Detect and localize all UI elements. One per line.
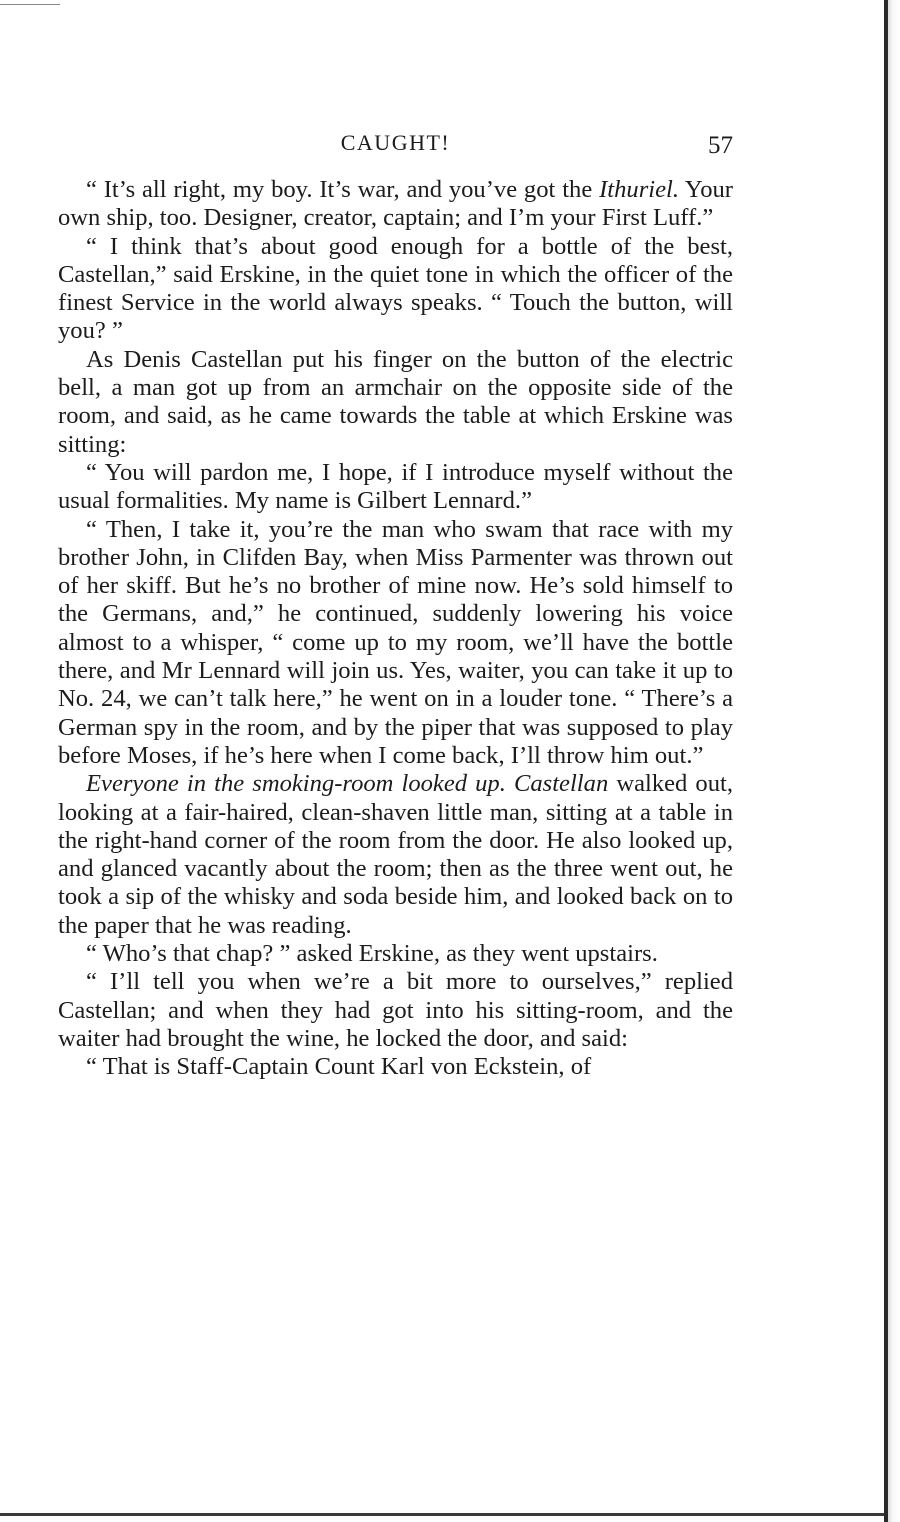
paragraph xyxy=(58,940,733,968)
paragraph xyxy=(58,968,733,1053)
italic-text: Ithuriel. xyxy=(599,176,679,203)
paragraph-text: walked out, looking at a fair-haired, clean-shaven little man, sitting at a table in the right-hand corner of the room from the door. He also looked up, and glanced vacantly about the room; then as the three went out, he took a sip of the whisky and soda beside him, and looked back on to the paper that he was reading. xyxy=(58,770,733,939)
paragraph xyxy=(58,516,733,771)
page-edge-right xyxy=(884,0,888,1522)
paragraph-text: “ It’s all right, my boy. It’s war, and you’ve got the xyxy=(86,176,600,203)
paragraph-text: “ Then, I take it, you’re the man who swam that race with my brother John, in Clifden Bay, when Miss Parmenter was thrown out of her skiff. But he’s no brother of mine now. He’s sold himself to the Germans, and,” he continued, suddenly lowering his voice almost to a whisper, “ come up to my room, we’ll have the bottle there, and Mr Lennard will join us. Yes, waiter, you can take it up to No. 24, we can’t talk here,” he went on in a louder tone. “ There’s a German spy in the room, and by the piper that was supposed to play before Moses, if he’s here when I come back, I’ll throw him out.” xyxy=(58,515,733,769)
paragraph xyxy=(58,346,733,459)
page-header xyxy=(58,124,733,164)
page-edge-bottom xyxy=(0,1513,884,1516)
text-body xyxy=(58,176,733,1082)
paragraph xyxy=(58,770,733,940)
paragraph-text: Your own ship, too. Designer, creator, captain; and I’m your First Luff.” xyxy=(58,176,733,232)
page-edge-top xyxy=(0,4,60,5)
page-number: 57 xyxy=(708,132,733,159)
paragraph xyxy=(58,459,733,516)
paragraph-text: As Denis Castellan put his finger on the button of the electric bell, a man got up from an armchair on the opposite side of the room, and said, as he came towards the table at which Erskine was sitting: xyxy=(58,345,733,458)
paragraph xyxy=(58,176,733,233)
paragraph-text: “ Who’s that chap? ” asked Erskine, as they went upstairs. xyxy=(86,940,658,968)
paragraph xyxy=(58,233,733,346)
paragraph xyxy=(58,1053,733,1081)
italic-text: Everyone in the smoking-room looked up. Castellan xyxy=(86,770,609,798)
paragraph-text: “ I think that’s about good enough for a bottle of the best, Castellan,” said Erskine, in the quiet tone in which the officer of the finest Service in the world always speaks. “ Touch the button, will you? ” xyxy=(58,232,733,345)
page-edge-shadow xyxy=(888,0,900,1522)
paragraph-text: “ That is Staff-Captain Count Karl von Eckstein, of xyxy=(86,1053,592,1081)
paragraph-text: “ I’ll tell you when we’re a bit more to ourselves,” replied Castellan; and when they had got into his sitting-room, and the waiter had brought the wine, he locked the door, and said: xyxy=(58,968,733,1052)
paragraph-text: “ You will pardon me, I hope, if I introduce myself without the usual formalities. My name is Gilbert Lennard.” xyxy=(58,458,733,515)
running-title: CAUGHT! xyxy=(340,130,451,155)
